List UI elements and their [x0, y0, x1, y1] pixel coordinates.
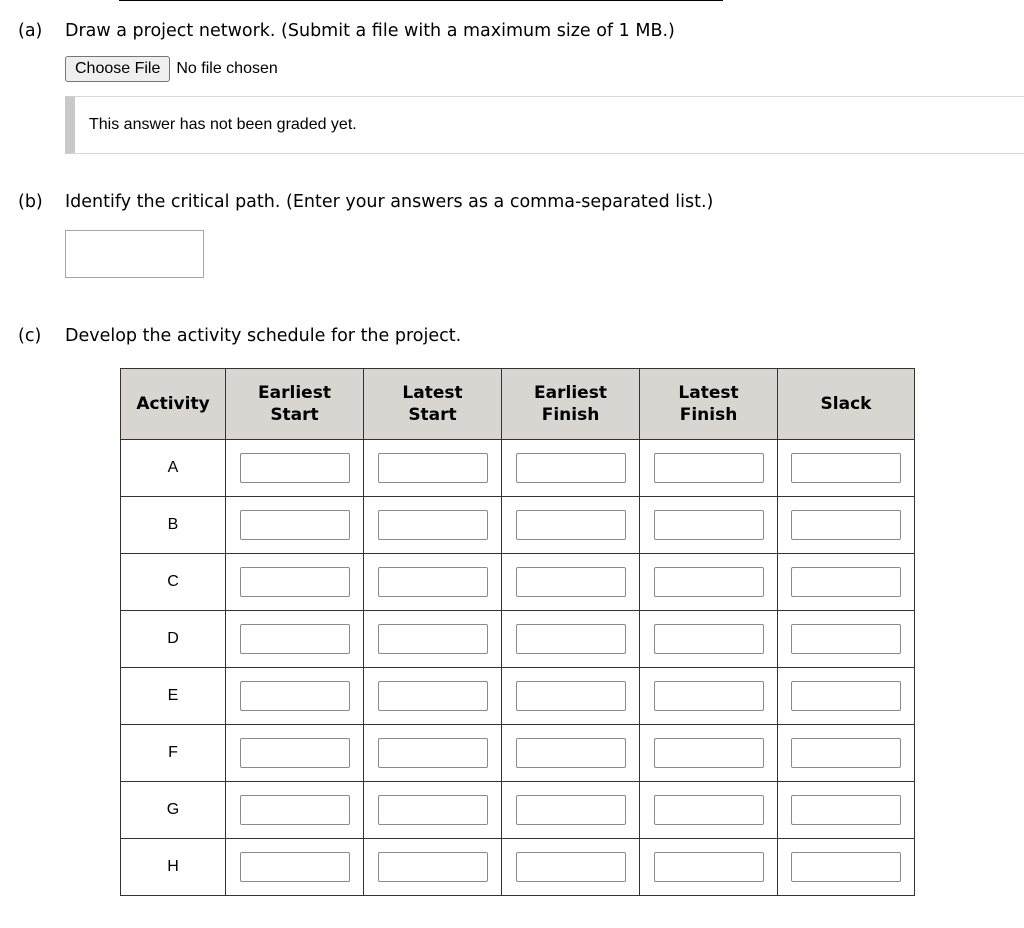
- latest-finish-input[interactable]: [654, 738, 764, 768]
- earliest-start-cell: [226, 725, 364, 782]
- table-header-row: [121, 369, 915, 440]
- earliest-finish-cell: [502, 554, 640, 611]
- latest-start-input[interactable]: [378, 852, 488, 882]
- earliest-start-input[interactable]: [240, 738, 350, 768]
- table-row: [121, 440, 915, 497]
- latest-finish-input[interactable]: [654, 624, 764, 654]
- slack-input[interactable]: [791, 852, 901, 882]
- header-latest-finish: Latest Finish: [640, 369, 778, 440]
- slack-cell: [778, 668, 915, 725]
- activity-label: F: [121, 725, 226, 782]
- grade-status-text: This answer has not been graded yet.: [89, 116, 357, 133]
- slack-cell: [778, 554, 915, 611]
- earliest-finish-input[interactable]: [516, 510, 626, 540]
- table-row: [121, 668, 915, 725]
- slack-input[interactable]: [791, 453, 901, 483]
- earliest-finish-cell: [502, 497, 640, 554]
- earliest-finish-cell: [502, 782, 640, 839]
- earliest-start-input[interactable]: [240, 453, 350, 483]
- earliest-start-input[interactable]: [240, 567, 350, 597]
- question-b-letter: (b): [18, 192, 43, 212]
- slack-input[interactable]: [791, 681, 901, 711]
- latest-finish-cell: [640, 839, 778, 896]
- table-row: [121, 497, 915, 554]
- latest-finish-cell: [640, 668, 778, 725]
- question-c-text: Develop the activity schedule for the project.: [65, 326, 462, 346]
- slack-input[interactable]: [791, 624, 901, 654]
- activity-label: B: [121, 497, 226, 554]
- latest-finish-cell: [640, 497, 778, 554]
- header-earliest-finish: Earliest Finish: [502, 369, 640, 440]
- earliest-start-cell: [226, 668, 364, 725]
- slack-input[interactable]: [791, 795, 901, 825]
- critical-path-input[interactable]: [65, 230, 204, 278]
- earliest-finish-input[interactable]: [516, 795, 626, 825]
- latest-finish-input[interactable]: [654, 795, 764, 825]
- earliest-start-input[interactable]: [240, 681, 350, 711]
- latest-start-cell: [364, 839, 502, 896]
- latest-finish-cell: [640, 554, 778, 611]
- earliest-finish-cell: [502, 725, 640, 782]
- slack-cell: [778, 839, 915, 896]
- latest-finish-input[interactable]: [654, 852, 764, 882]
- activity-label: A: [121, 440, 226, 497]
- table-row: [121, 554, 915, 611]
- latest-start-input[interactable]: [378, 510, 488, 540]
- latest-finish-cell: [640, 782, 778, 839]
- slack-cell: [778, 782, 915, 839]
- file-status: No file chosen: [176, 60, 278, 77]
- header-earliest-start: Earliest Start: [226, 369, 364, 440]
- activity-schedule-table: [120, 368, 915, 896]
- grade-status-box: [65, 96, 1024, 154]
- slack-cell: [778, 611, 915, 668]
- slack-input[interactable]: [791, 738, 901, 768]
- latest-finish-input[interactable]: [654, 453, 764, 483]
- latest-start-cell: [364, 554, 502, 611]
- earliest-start-cell: [226, 839, 364, 896]
- earliest-finish-cell: [502, 839, 640, 896]
- earliest-start-input[interactable]: [240, 510, 350, 540]
- table-row: [121, 782, 915, 839]
- file-upload: [65, 56, 278, 82]
- latest-start-input[interactable]: [378, 624, 488, 654]
- latest-finish-input[interactable]: [654, 567, 764, 597]
- header-slack: Slack: [778, 369, 915, 440]
- earliest-finish-cell: [502, 440, 640, 497]
- activity-label: E: [121, 668, 226, 725]
- question-b: [18, 192, 713, 212]
- latest-start-input[interactable]: [378, 795, 488, 825]
- question-a-letter: (a): [18, 21, 43, 41]
- top-divider: [119, 0, 723, 1]
- question-a: [18, 21, 675, 41]
- latest-finish-cell: [640, 725, 778, 782]
- earliest-start-cell: [226, 782, 364, 839]
- earliest-start-cell: [226, 554, 364, 611]
- earliest-start-cell: [226, 497, 364, 554]
- slack-cell: [778, 497, 915, 554]
- latest-start-cell: [364, 611, 502, 668]
- latest-start-input[interactable]: [378, 738, 488, 768]
- latest-start-cell: [364, 725, 502, 782]
- choose-file-button[interactable]: Choose File: [65, 56, 170, 82]
- earliest-start-input[interactable]: [240, 795, 350, 825]
- question-b-text: Identify the critical path. (Enter your answers as a comma-separated list.): [65, 192, 714, 212]
- earliest-finish-cell: [502, 611, 640, 668]
- latest-start-input[interactable]: [378, 681, 488, 711]
- earliest-finish-input[interactable]: [516, 681, 626, 711]
- slack-cell: [778, 725, 915, 782]
- earliest-start-cell: [226, 440, 364, 497]
- slack-input[interactable]: [791, 510, 901, 540]
- table-row: [121, 839, 915, 896]
- slack-input[interactable]: [791, 567, 901, 597]
- question-c-letter: (c): [18, 326, 42, 346]
- latest-finish-cell: [640, 440, 778, 497]
- latest-start-cell: [364, 668, 502, 725]
- latest-start-cell: [364, 782, 502, 839]
- earliest-start-cell: [226, 611, 364, 668]
- activity-label: C: [121, 554, 226, 611]
- activity-label: D: [121, 611, 226, 668]
- latest-start-cell: [364, 497, 502, 554]
- activity-label: H: [121, 839, 226, 896]
- table-row: [121, 725, 915, 782]
- latest-finish-cell: [640, 611, 778, 668]
- earliest-finish-input[interactable]: [516, 624, 626, 654]
- earliest-finish-input[interactable]: [516, 738, 626, 768]
- header-activity: Activity: [121, 369, 226, 440]
- earliest-finish-input[interactable]: [516, 453, 626, 483]
- question-a-text: Draw a project network. (Submit a file with a maximum size of 1 MB.): [65, 21, 675, 41]
- question-c: [18, 326, 461, 346]
- header-latest-start: Latest Start: [364, 369, 502, 440]
- latest-finish-input[interactable]: [654, 681, 764, 711]
- earliest-finish-cell: [502, 668, 640, 725]
- slack-cell: [778, 440, 915, 497]
- latest-start-cell: [364, 440, 502, 497]
- earliest-finish-input[interactable]: [516, 567, 626, 597]
- earliest-finish-input[interactable]: [516, 852, 626, 882]
- latest-start-input[interactable]: [378, 453, 488, 483]
- earliest-start-input[interactable]: [240, 852, 350, 882]
- earliest-start-input[interactable]: [240, 624, 350, 654]
- latest-finish-input[interactable]: [654, 510, 764, 540]
- activity-label: G: [121, 782, 226, 839]
- table-row: [121, 611, 915, 668]
- latest-start-input[interactable]: [378, 567, 488, 597]
